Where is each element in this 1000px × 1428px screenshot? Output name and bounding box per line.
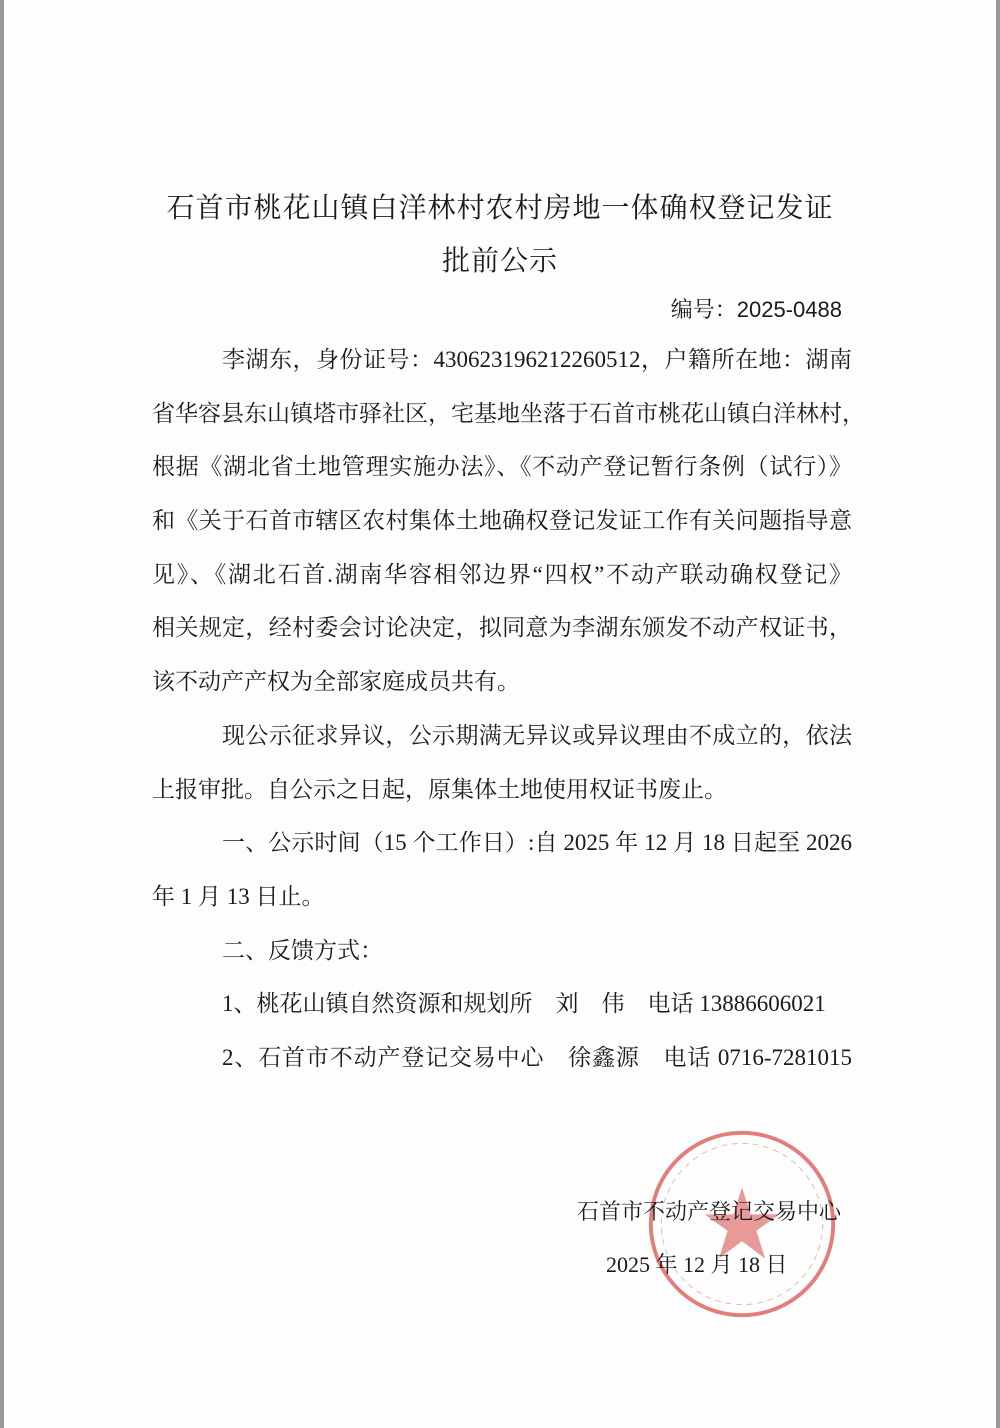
body-line: 一、公示时间（15 个工作日）:自 2025 年 12 月 18 日起至 2026 — [222, 830, 852, 856]
document-title-line-1: 石首市桃花山镇白洋林村农村房地一体确权登记发证 — [166, 193, 834, 224]
body-line: 相关规定，经村委会讨论决定，拟同意为李湖东颁发不动产权证书， — [152, 615, 852, 641]
body-line: 李湖东，身份证号：430623196212260512，户籍所在地：湖南 — [222, 347, 852, 372]
body-line: 年 1 月 13 日止。 — [152, 883, 325, 909]
body-line: 二、反馈方式： — [222, 937, 383, 963]
body-line: 见》、《湖北石首.湖南华容相邻边界“四权”不动产联动确权登记》 — [152, 561, 852, 587]
body-line: 1、桃花山镇自然资源和规划所 刘 伟 电话 13886606021 — [222, 991, 826, 1017]
document-title-line-2: 批前公示 — [441, 246, 558, 277]
document-number: 编号：2025-0488 — [670, 297, 842, 322]
body-line: 2、石首市不动产登记交易中心 徐鑫源 电话 0716-7281015 — [222, 1044, 852, 1070]
body-line: 根据《湖北省土地管理实施办法》、《不动产登记暂行条例（试行）》 — [152, 454, 852, 480]
body-line: 上报审批。自公示之日起，原集体土地使用权证书废止。 — [152, 776, 727, 802]
body-line: 该不动产产权为全部家庭成员共有。 — [152, 669, 520, 695]
document-body — [152, 333, 865, 1085]
signature-date: 2025 年 12 月 18 日 — [606, 1252, 788, 1277]
signature-organization: 石首市不动产登记交易中心 — [577, 1199, 842, 1224]
body-line: 省华容县东山镇塔市驿社区，宅基地坐落于石首市桃花山镇白洋林村， — [152, 400, 865, 426]
body-line: 和《关于石首市辖区农村集体土地确权登记发证工作有关问题指导意 — [152, 508, 852, 534]
body-line: 现公示征求异议，公示期满无异议或异议理由不成立的，依法 — [222, 722, 852, 748]
